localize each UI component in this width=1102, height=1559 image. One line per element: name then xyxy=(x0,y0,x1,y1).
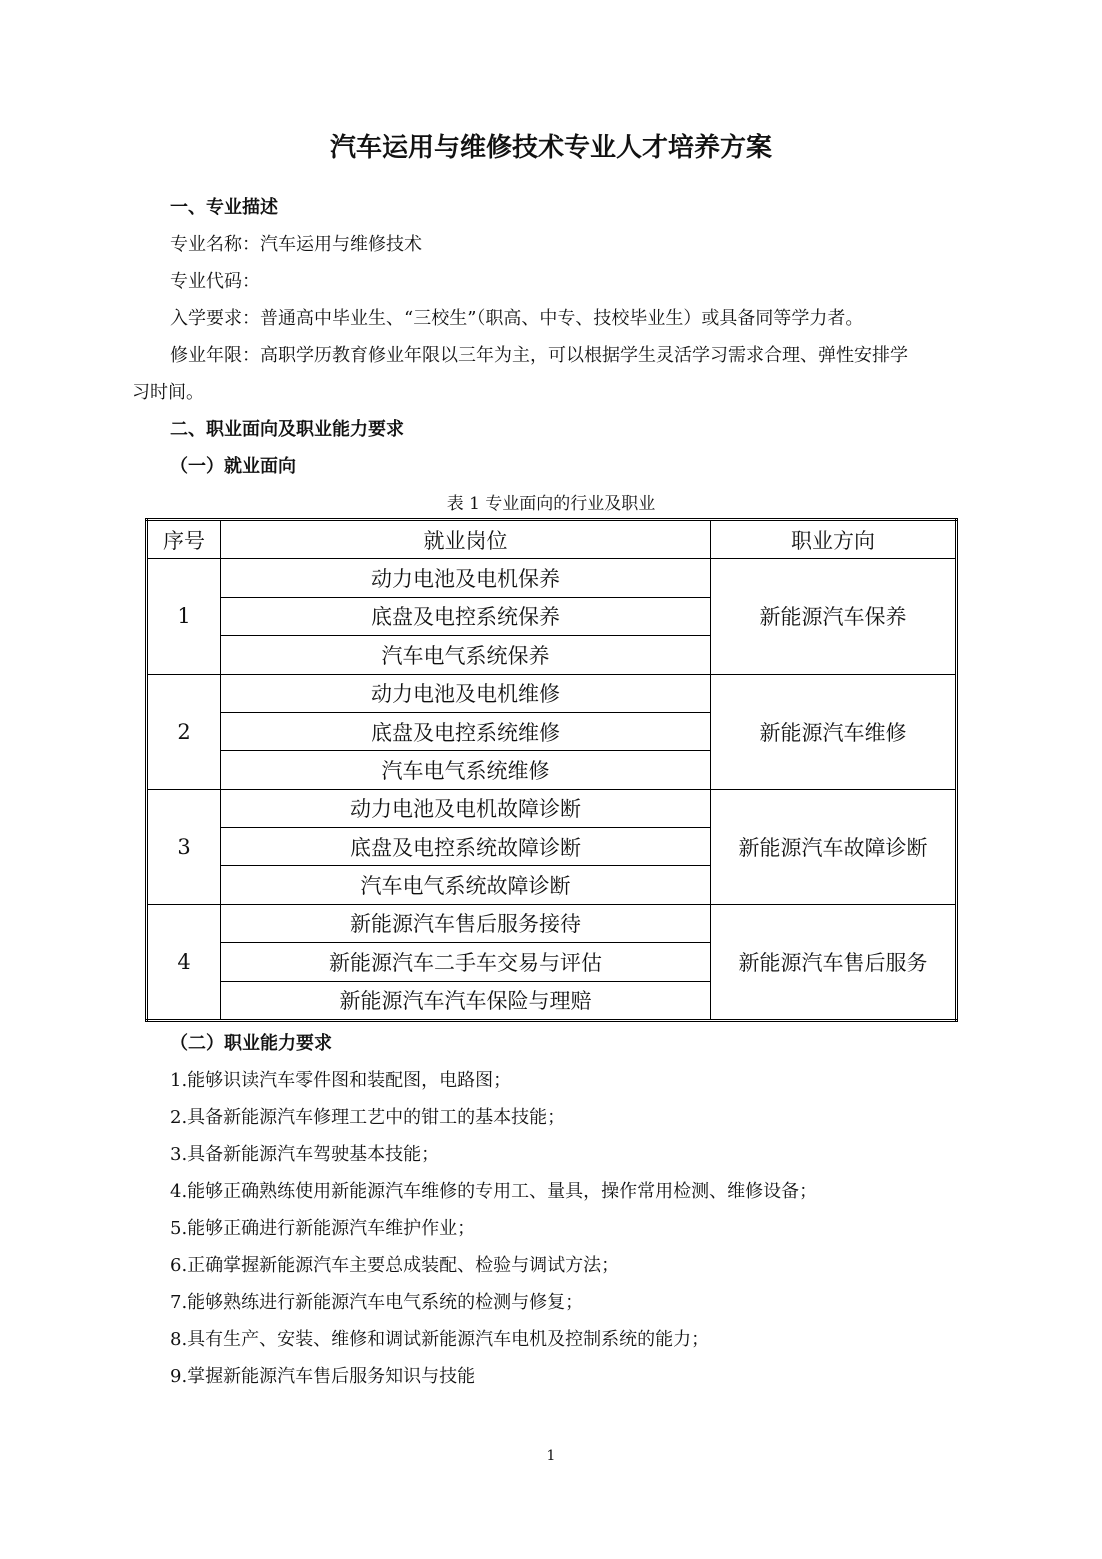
job-cell: 底盘及电控系统保养 xyxy=(221,597,711,635)
ability-item: 7.能够熟练进行新能源汽车电气系统的检测与修复； xyxy=(170,1292,584,1313)
table-row xyxy=(147,559,957,597)
job-cell: 动力电池及电机故障诊断 xyxy=(221,789,711,827)
employment-table xyxy=(145,518,958,1022)
duration-line: 修业年限：高职学历教育修业年限以三年为主，可以根据学生灵活学习需求合理、弹性安排学 xyxy=(170,345,908,366)
table-header-row xyxy=(147,520,957,559)
job-cell: 新能源汽车售后服务接待 xyxy=(221,904,711,942)
subheading-abilities: （二）职业能力要求 xyxy=(170,1033,332,1054)
section-heading-description: 一、专业描述 xyxy=(170,197,278,218)
job-cell: 汽车电气系统故障诊断 xyxy=(221,866,711,904)
ability-item: 3.具备新能源汽车驾驶基本技能； xyxy=(170,1144,440,1165)
job-cell: 新能源汽车汽车保险与理赔 xyxy=(221,981,711,1020)
group-no: 2 xyxy=(147,674,221,789)
job-cell: 新能源汽车二手车交易与评估 xyxy=(221,943,711,981)
table-row xyxy=(147,674,957,712)
ability-item: 2.具备新能源汽车修理工艺中的钳工的基本技能； xyxy=(170,1107,566,1128)
header-no: 序号 xyxy=(147,520,221,559)
ability-item: 4.能够正确熟练使用新能源汽车维修的专用工、量具，操作常用检测、维修设备； xyxy=(170,1181,818,1202)
document-title: 汽车运用与维修技术专业人才培养方案 xyxy=(329,133,772,163)
direction-cell: 新能源汽车保养 xyxy=(711,559,957,674)
job-cell: 底盘及电控系统维修 xyxy=(221,712,711,750)
group-no: 1 xyxy=(147,559,221,674)
ability-item: 6.正确掌握新能源汽车主要总成装配、检验与调试方法； xyxy=(170,1255,620,1276)
header-direction: 职业方向 xyxy=(711,520,957,559)
page-number: 1 xyxy=(546,1448,556,1464)
ability-item: 1.能够识读汽车零件图和装配图，电路图； xyxy=(170,1070,512,1091)
major-name-line: 专业名称：汽车运用与维修技术 xyxy=(170,234,422,255)
job-cell: 动力电池及电机保养 xyxy=(221,559,711,597)
ability-item: 5.能够正确进行新能源汽车维护作业； xyxy=(170,1218,476,1239)
duration-line-continued: 习时间。 xyxy=(132,382,204,403)
subheading-employment: （一）就业面向 xyxy=(170,456,296,477)
ability-item: 9.掌握新能源汽车售后服务知识与技能 xyxy=(170,1366,476,1387)
job-cell: 汽车电气系统保养 xyxy=(221,636,711,674)
admission-line: 入学要求：普通高中毕业生、“三校生”（职高、中专、技校毕业生）或具备同等学力者。 xyxy=(170,308,864,329)
header-job: 就业岗位 xyxy=(221,520,711,559)
job-cell: 底盘及电控系统故障诊断 xyxy=(221,828,711,866)
direction-cell: 新能源汽车售后服务 xyxy=(711,904,957,1020)
direction-cell: 新能源汽车维修 xyxy=(711,674,957,789)
table-row xyxy=(147,789,957,827)
ability-item: 8.具有生产、安装、维修和调试新能源汽车电机及控制系统的能力； xyxy=(170,1329,710,1350)
table-row xyxy=(147,904,957,942)
direction-cell: 新能源汽车故障诊断 xyxy=(711,789,957,904)
section-heading-career: 二、职业面向及职业能力要求 xyxy=(170,419,404,440)
job-cell: 汽车电气系统维修 xyxy=(221,751,711,789)
job-cell: 动力电池及电机维修 xyxy=(221,674,711,712)
group-no: 3 xyxy=(147,789,221,904)
table-caption: 表 1 专业面向的行业及职业 xyxy=(446,494,656,514)
group-no: 4 xyxy=(147,904,221,1020)
major-code-line: 专业代码： xyxy=(170,271,260,292)
